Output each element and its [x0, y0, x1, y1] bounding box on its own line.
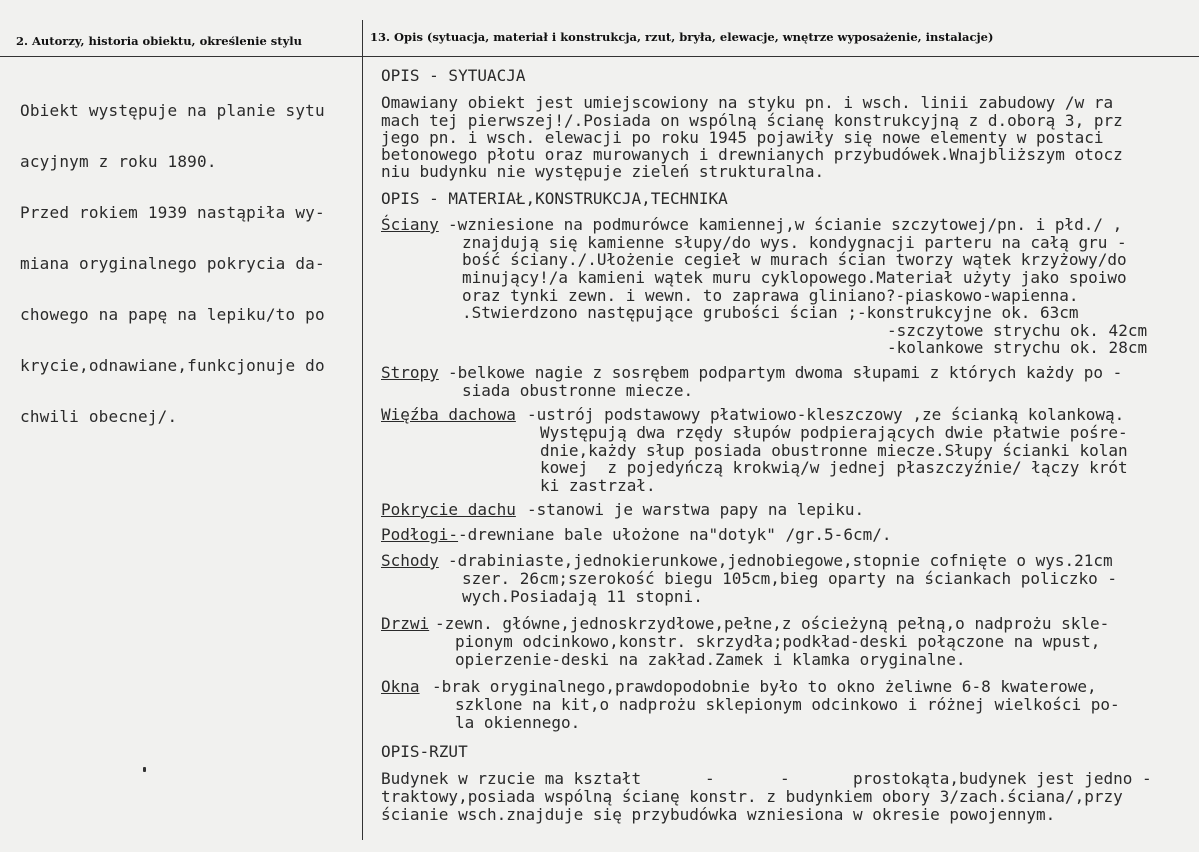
stropy-label: Stropy — [381, 363, 439, 382]
ink-dot — [143, 767, 146, 772]
drzwi-line: opierzenie-deski na zakład.Zamek i klamka oryginalne. — [455, 650, 966, 669]
rzut-line1-c: - — [780, 769, 790, 788]
wiezba-line: -ustrój podstawowy płatwiowo-kleszczowy ,ze ścianką kolankową. — [527, 405, 1125, 424]
rzut-line1-d: prostokąta,budynek jest jedno - — [853, 769, 1152, 788]
material-heading: OPIS - MATERIAŁ,KONSTRUKCJA,TECHNIKA — [381, 189, 728, 208]
okna-line: la okiennego. — [455, 713, 581, 732]
sytuacja-heading: OPIS - SYTUACJA — [381, 66, 526, 85]
history-text — [20, 68, 325, 442]
drzwi-label: Drzwi — [381, 614, 430, 633]
sciany-line: znajdują się kamienne słupy/do wys. kondygnacji parteru na całą gru - — [462, 233, 1127, 252]
history-line: chowego na papę na lepiku/to po — [20, 305, 325, 324]
sciany-line: bość ściany./.Ułożenie cegieł w murach ścian tworzy wątek krzyżowy/do — [462, 250, 1127, 269]
okna-label: Okna — [381, 677, 420, 696]
schody-line: szer. 26cm;szerokość biegu 105cm,bieg oparty na ściankach policzko - — [462, 569, 1118, 588]
sciany-line: -wzniesione na podmurówce kamiennej,w ścianie szczytowej/pn. i płd./ , — [448, 215, 1123, 234]
history-line: chwili obecnej/. — [20, 407, 178, 426]
sciany-line: -kolankowe strychu ok. 28cm — [887, 338, 1148, 357]
podlogi-text: -drewniane bale ułożone na"dotyk" /gr.5-6cm/. — [458, 525, 892, 544]
sytuacja-line: jego pn. i wsch. elewacji po roku 1945 pojawiły się nowe elementy w postaci — [381, 128, 1104, 147]
okna-line: szklone na kit,o nadprożu sklepionym odcinkowo i różnej wielkości po- — [455, 695, 1120, 714]
header-right: 13. Opis (sytuacja, materiał i konstrukcja, rzut, bryła, elewacje, wnętrze wyposażenie, instalacje) — [370, 30, 994, 44]
stropy-line: -belkowe nagie z sosrębem podpartym dwoma słupami z których każdy po - — [448, 363, 1123, 382]
schody-line: wych.Posiadają 11 stopni. — [462, 587, 703, 606]
sciany-label: Ściany — [381, 215, 439, 234]
wiezba-label: Więźba dachowa — [381, 405, 516, 424]
pokrycie-text: -stanowi je warstwa papy na lepiku. — [527, 500, 865, 519]
sytuacja-line: betonowego płotu oraz murowanych i drewnianych przybudówek.Wnajbliższym otocz — [381, 145, 1123, 164]
wiezba-line: ki zastrzał. — [540, 476, 656, 495]
rzut-line: traktowy,posiada wspólną ścianę konstr. z budynkiem obory 3/zach.ściana/,przy — [381, 787, 1123, 806]
drzwi-line: pionym odcinkowo,konstr. skrzydła;podkład-deski połączone na wpust, — [455, 632, 1101, 651]
rzut-heading: OPIS-RZUT — [381, 742, 468, 761]
okna-line: -brak oryginalnego,prawdopodobnie było to okno żeliwne 6-8 kwaterowe, — [432, 677, 1097, 696]
history-line: acyjnym z roku 1890. — [20, 152, 217, 171]
rzut-line1-a: Budynek w rzucie ma kształt — [381, 769, 642, 788]
history-line: miana oryginalnego pokrycia da- — [20, 254, 325, 273]
sciany-line: oraz tynki zewn. i wewn. to zaprawa gliniano?-piaskowo-wapienna. — [462, 286, 1079, 305]
history-line: Obiekt występuje na planie sytu — [20, 101, 325, 120]
rzut-line: ścianie wsch.znajduje się przybudówka wzniesiona w okresie powojennym. — [381, 805, 1056, 824]
wiezba-line: Występują dwa rzędy słupów podpierających dwie płatwie pośre- — [540, 423, 1128, 442]
sytuacja-line: Omawiany obiekt jest umiejscowiony na styku pn. i wsch. linii zabudowy /w ra — [381, 93, 1114, 112]
drzwi-line: -zewn. główne,jednoskrzydłowe,pełne,z ościeżyną pełną,o nadprożu skle- — [435, 614, 1110, 633]
podlogi-label: Podłogi- — [381, 525, 459, 544]
rzut-line1-b: - — [705, 769, 715, 788]
schody-label: Schody — [381, 551, 439, 570]
column-divider — [362, 20, 363, 840]
sytuacja-line: mach tej pierwszej!/.Posiada on wspólną ścianę konstrukcyjną z d.oborą 3, prz — [381, 111, 1123, 130]
sytuacja-line: niu budynku nie występuje zieleń strukturalna. — [381, 162, 825, 181]
sciany-line: .Stwierdzono następujące grubości ścian ;-konstrukcyjne ok. 63cm — [462, 303, 1079, 322]
history-line: Przed rokiem 1939 nastąpiła wy- — [20, 203, 325, 222]
stropy-line: siada obustronne miecze. — [462, 381, 694, 400]
wiezba-line: dnie,każdy słup posiada obustronne miecze.Słupy ścianki kolan — [540, 441, 1128, 460]
header-divider — [0, 56, 1199, 57]
schody-line: -drabiniaste,jednokierunkowe,jednobiegowe,stopnie cofnięte o wys.21cm — [448, 551, 1113, 570]
wiezba-line: kowej z pojedyńczą krokwią/w jednej płaszczyźnie/ łączy krót — [540, 458, 1128, 477]
sciany-line: -szczytowe strychu ok. 42cm — [887, 321, 1148, 340]
sciany-line: minujący!/a kamieni wątek muru cyklopowego.Materiał użyty jako spoiwo — [462, 268, 1127, 287]
header-left: 2. Autorzy, historia obiektu, określenie stylu — [16, 34, 302, 48]
history-line: krycie,odnawiane,funkcjonuje do — [20, 356, 325, 375]
pokrycie-label: Pokrycie dachu — [381, 500, 516, 519]
